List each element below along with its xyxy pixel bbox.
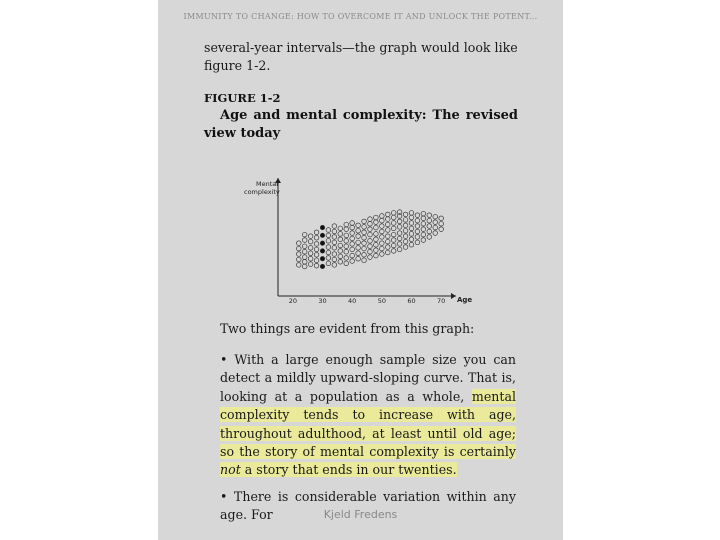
open-data-point [338, 226, 343, 231]
open-data-point [362, 225, 367, 230]
open-data-point [344, 249, 349, 254]
open-data-point [314, 242, 319, 247]
open-data-point [344, 256, 349, 261]
open-data-point [308, 256, 313, 261]
open-data-point [380, 241, 385, 246]
open-data-point [344, 233, 349, 238]
open-data-point [397, 236, 402, 241]
filled-data-point [320, 241, 324, 245]
open-data-point [421, 221, 426, 226]
x-tick-labels [289, 297, 446, 305]
bullet-2: • There is considerable variation within any age. For [220, 489, 516, 523]
y-axis-label-line1: Mental [256, 180, 279, 188]
open-data-point [350, 247, 355, 252]
open-data-point [380, 229, 385, 234]
open-data-point [374, 232, 379, 237]
evident-line: Two things are evident from this graph: [220, 321, 475, 336]
open-data-point [433, 231, 438, 236]
open-data-point [409, 221, 414, 226]
highlight-emphasis: not [220, 462, 241, 478]
open-data-point [397, 219, 402, 224]
y-axis-label [244, 180, 280, 196]
data-points [296, 210, 443, 269]
open-data-point [308, 246, 313, 251]
open-data-point [356, 240, 361, 245]
open-data-point [403, 218, 408, 223]
open-data-point [356, 251, 361, 256]
open-data-point [385, 245, 390, 250]
filled-data-point [320, 249, 324, 253]
open-data-point [332, 263, 337, 268]
open-data-point [391, 243, 396, 248]
open-data-point [296, 246, 301, 251]
open-data-point [368, 217, 373, 222]
open-data-point [421, 227, 426, 232]
figure-ref: 1-2 [246, 58, 267, 74]
x-tick-label: 20 [288, 297, 297, 305]
open-data-point [326, 245, 331, 250]
open-data-point [391, 211, 396, 216]
open-data-point [362, 219, 367, 224]
open-data-point [302, 238, 307, 243]
open-data-point [368, 221, 373, 226]
open-data-point [332, 240, 337, 245]
open-data-point [374, 242, 379, 247]
open-data-point [332, 252, 337, 257]
open-data-point [326, 256, 331, 261]
open-data-point [385, 217, 390, 222]
open-data-point [409, 211, 414, 216]
open-data-point [409, 242, 414, 247]
open-data-point [439, 216, 444, 221]
open-data-point [415, 235, 420, 240]
bullet-1-plain: • With a large enough sample size you can detect a mildly upward-sloping curve. That is, looking at a population as a whole, [220, 352, 516, 404]
open-data-point [350, 221, 355, 226]
open-data-point [332, 257, 337, 262]
open-data-point [344, 261, 349, 266]
open-data-point [415, 218, 420, 223]
open-data-point [374, 237, 379, 242]
open-data-point [380, 235, 385, 240]
open-data-point [368, 249, 373, 254]
figure-label: FIGURE 1-2 [204, 91, 281, 105]
open-data-point [433, 225, 438, 230]
open-data-point [380, 214, 385, 219]
chart-axes [275, 178, 456, 299]
open-data-point [380, 252, 385, 257]
open-data-point [314, 235, 319, 240]
open-data-point [326, 239, 331, 244]
filled-data-point [320, 233, 324, 237]
open-data-point [356, 228, 361, 233]
open-data-point [433, 220, 438, 225]
open-data-point [296, 257, 301, 262]
open-data-point [302, 255, 307, 260]
open-data-point [308, 262, 313, 267]
open-data-point [302, 264, 307, 269]
open-data-point [391, 238, 396, 243]
open-data-point [332, 229, 337, 234]
open-data-point [427, 213, 432, 218]
open-data-point [296, 263, 301, 268]
open-data-point [308, 234, 313, 239]
open-data-point [314, 230, 319, 235]
intro-paragraph: several-year intervals—the graph would look like figure 1-2. [204, 40, 518, 74]
open-data-point [338, 259, 343, 264]
open-data-point [344, 244, 349, 249]
open-data-point [362, 258, 367, 263]
filled-data-point [320, 256, 324, 260]
open-data-point [391, 215, 396, 220]
open-data-point [368, 239, 373, 244]
filled-data-point [320, 225, 324, 229]
open-data-point [344, 222, 349, 227]
open-data-point [421, 216, 426, 221]
open-data-point [397, 247, 402, 252]
open-data-point [439, 221, 444, 226]
open-data-point [302, 232, 307, 237]
credit-watermark: Kjeld Fredens [323, 508, 398, 521]
open-data-point [344, 227, 349, 232]
book-page [158, 0, 563, 540]
open-data-point [296, 252, 301, 257]
bullet-1 [220, 351, 516, 480]
open-data-point [403, 223, 408, 228]
x-axis-label: Age [457, 296, 473, 304]
x-tick-label: 50 [377, 297, 386, 305]
x-tick-label: 30 [318, 297, 327, 305]
open-data-point [409, 215, 414, 220]
open-data-point [356, 234, 361, 239]
open-data-point [391, 226, 396, 231]
open-data-point [350, 259, 355, 264]
open-data-point [338, 237, 343, 242]
open-data-point [338, 243, 343, 248]
x-tick-label: 70 [437, 297, 446, 305]
open-data-point [380, 246, 385, 251]
open-data-point [356, 246, 361, 251]
open-data-point [362, 230, 367, 235]
open-data-point [403, 228, 408, 233]
open-data-point [314, 258, 319, 263]
open-data-point [385, 250, 390, 255]
open-data-point [421, 211, 426, 216]
open-data-point [391, 249, 396, 254]
open-data-point [362, 253, 367, 258]
open-data-point [409, 232, 414, 237]
highlight-part-b: a story that ends in our twenties. [240, 462, 457, 478]
open-data-point [421, 238, 426, 243]
open-data-point [415, 224, 420, 229]
open-data-point [427, 224, 432, 229]
open-data-point [385, 228, 390, 233]
open-data-point [403, 239, 408, 244]
open-data-point [409, 226, 414, 231]
open-data-point [427, 235, 432, 240]
open-data-point [368, 232, 373, 237]
x-axis-arrow [451, 293, 456, 299]
x-tick-label: 60 [407, 297, 416, 305]
open-data-point [427, 229, 432, 234]
open-data-point [308, 251, 313, 256]
open-data-point [385, 212, 390, 217]
open-data-point [362, 241, 367, 246]
open-data-point [380, 224, 385, 229]
scatter-chart [238, 170, 478, 310]
open-data-point [338, 249, 343, 254]
open-data-point [362, 235, 367, 240]
open-data-point [362, 246, 367, 251]
open-data-point [356, 256, 361, 261]
x-tick-label: 40 [348, 297, 357, 305]
figure-title: Age and mental complexity: The revised view today [204, 108, 518, 141]
open-data-point [415, 213, 420, 218]
open-data-point [338, 254, 343, 259]
open-data-point [350, 236, 355, 241]
open-data-point [332, 246, 337, 251]
open-data-point [326, 261, 331, 266]
open-data-point [344, 239, 349, 244]
open-data-point [397, 225, 402, 230]
open-data-point [403, 245, 408, 250]
open-data-point [368, 227, 373, 232]
open-data-point [350, 231, 355, 236]
open-data-point [427, 218, 432, 223]
open-data-point [332, 224, 337, 229]
filled-data-point [320, 264, 324, 268]
open-data-point [368, 244, 373, 249]
open-data-point [403, 212, 408, 217]
open-data-point [314, 253, 319, 258]
open-data-point [391, 232, 396, 237]
open-data-point [350, 253, 355, 258]
intro-text: several-year intervals—the graph would look like figure [204, 40, 518, 74]
open-data-point [350, 225, 355, 230]
open-data-point [302, 244, 307, 249]
open-data-point [302, 259, 307, 264]
open-data-point [350, 242, 355, 247]
open-data-point [439, 227, 444, 232]
open-data-point [326, 250, 331, 255]
y-axis-label-line2: complexity [244, 188, 280, 196]
open-data-point [326, 233, 331, 238]
running-head: IMMUNITY TO CHANGE: HOW TO OVERCOME IT AND UNLOCK THE POTENT... [183, 12, 538, 21]
open-data-point [374, 220, 379, 225]
open-data-point [326, 228, 331, 233]
open-data-point [380, 218, 385, 223]
open-data-point [397, 231, 402, 236]
open-data-point [338, 232, 343, 237]
open-data-point [302, 249, 307, 254]
open-data-point [433, 214, 438, 219]
open-data-point [397, 242, 402, 247]
open-data-point [374, 253, 379, 258]
open-data-point [356, 223, 361, 228]
open-data-point [314, 247, 319, 252]
open-data-point [374, 225, 379, 230]
open-data-point [332, 235, 337, 240]
highlight-part-a: mental complexity tends to increase with age, throughout adulthood, at least until old age; so the story of mental complexity is certainly [220, 388, 516, 460]
open-data-point [391, 221, 396, 226]
open-data-point [368, 255, 373, 260]
open-data-point [415, 240, 420, 245]
open-data-point [385, 239, 390, 244]
open-data-point [385, 234, 390, 239]
open-data-point [296, 241, 301, 246]
open-data-point [409, 237, 414, 242]
open-data-point [403, 234, 408, 239]
open-data-point [314, 263, 319, 268]
open-data-point [421, 232, 426, 237]
open-data-point [385, 222, 390, 227]
open-data-point [374, 215, 379, 220]
open-data-point [415, 229, 420, 234]
open-data-point [374, 248, 379, 253]
open-data-point [308, 239, 313, 244]
